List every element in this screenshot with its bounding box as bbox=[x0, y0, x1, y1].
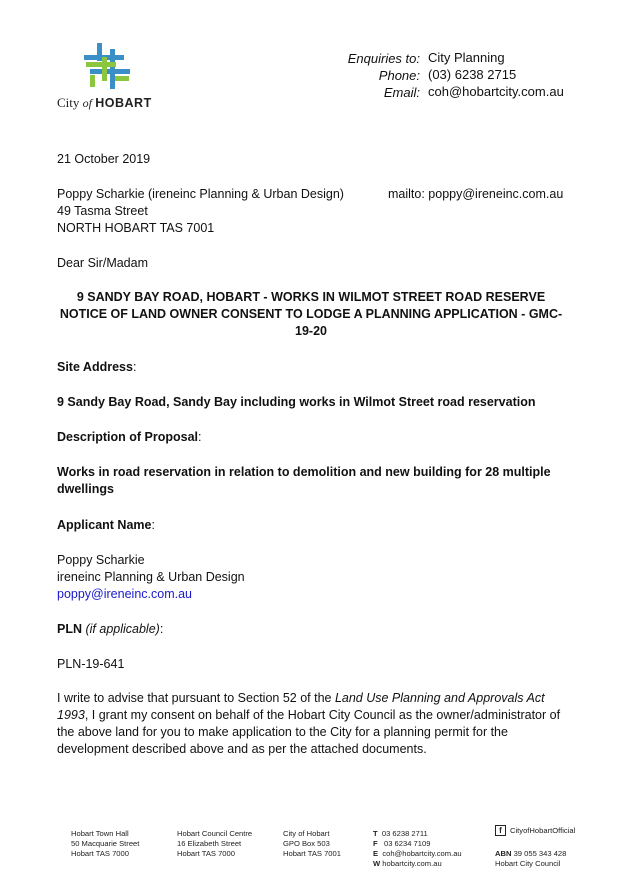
footer-contact-phone: T 03 6238 2711 bbox=[373, 829, 428, 838]
phone-value: (03) 6238 2715 bbox=[428, 67, 517, 82]
proposal-colon: : bbox=[198, 430, 202, 444]
facebook-icon: f bbox=[495, 825, 506, 836]
footer-line: City of Hobart bbox=[283, 829, 330, 838]
footer-contact-fax: F 03 6234 7109 bbox=[373, 839, 431, 848]
proposal-label-text: Description of Proposal bbox=[57, 430, 198, 444]
recipient-street: 49 Tasma Street bbox=[57, 204, 148, 218]
recipient-name: Poppy Scharkie (ireneinc Planning & Urban Design) bbox=[57, 187, 344, 201]
enquiries-value: City Planning bbox=[428, 50, 505, 65]
recipient-suburb: NORTH HOBART TAS 7001 bbox=[57, 221, 215, 235]
footer-line: Hobart TAS 7000 bbox=[177, 849, 235, 858]
pln-colon: : bbox=[159, 622, 164, 636]
footer-town-hall bbox=[71, 829, 139, 859]
footer-line: Hobart TAS 7000 bbox=[71, 849, 129, 858]
abn-label: ABN bbox=[495, 849, 512, 858]
abn-value: 39 055 343 428 bbox=[513, 849, 567, 858]
salutation: Dear Sir/Madam bbox=[57, 256, 148, 270]
phone-label: Phone: bbox=[378, 68, 420, 83]
proposal-label bbox=[57, 429, 201, 446]
applicant-name: Poppy Scharkie bbox=[57, 553, 145, 567]
logo-mark-icon bbox=[84, 43, 132, 91]
pln-value: PLN-19-641 bbox=[57, 657, 125, 671]
footer-line: Hobart TAS 7001 bbox=[283, 849, 341, 858]
applicant-label-text: Applicant Name bbox=[57, 518, 152, 532]
city-of-hobart-logo bbox=[57, 41, 162, 111]
letter-date: 21 October 2019 bbox=[57, 152, 151, 166]
facebook-handle: CityofHobartOfficial bbox=[510, 825, 576, 835]
act-title: Land Use Planning and Approvals Act 1993 bbox=[57, 691, 545, 722]
applicant-colon: : bbox=[151, 518, 155, 532]
footer-social bbox=[495, 825, 575, 836]
recipient-mailto[interactable]: mailto: poppy@ireneinc.com.au bbox=[388, 187, 564, 201]
consent-text-part1: I write to advise that pursuant to Section 52 of the bbox=[57, 691, 335, 705]
footer-council-name: Hobart City Council bbox=[495, 859, 561, 868]
footer-council-centre bbox=[177, 829, 252, 859]
logo-wordmark bbox=[57, 95, 152, 111]
footer-postal bbox=[283, 829, 341, 859]
footer-contact-email[interactable]: E coh@hobartcity.com.au bbox=[373, 849, 462, 858]
footer-line: GPO Box 503 bbox=[283, 839, 330, 848]
subject-line-3: 19-20 bbox=[295, 324, 327, 338]
site-address-value: 9 Sandy Bay Road, Sandy Bay including works in Wilmot Street road reservation bbox=[57, 395, 536, 409]
logo-hobart: HOBART bbox=[95, 96, 152, 110]
enquiries-label: Enquiries to: bbox=[347, 51, 420, 66]
footer-abn bbox=[495, 849, 566, 869]
logo-of: of bbox=[82, 96, 92, 110]
site-address-colon: : bbox=[132, 360, 137, 374]
footer-contact-web[interactable]: W hobartcity.com.au bbox=[373, 859, 442, 868]
facebook-link[interactable] bbox=[495, 825, 575, 836]
applicant-company: ireneinc Planning & Urban Design bbox=[57, 570, 245, 584]
subject-line-1: 9 SANDY BAY ROAD, HOBART - WORKS IN WILMOT STREET ROAD RESERVE bbox=[76, 290, 546, 304]
footer-line: 16 Elizabeth Street bbox=[177, 839, 242, 848]
pln-label bbox=[57, 621, 163, 638]
email-label: Email: bbox=[383, 85, 420, 100]
site-address-label-text: Site Address bbox=[57, 360, 133, 374]
subject-line-2: NOTICE OF LAND OWNER CONSENT TO LODGE A PLANNING APPLICATION - GMC- bbox=[59, 307, 563, 321]
footer-line: Hobart Town Hall bbox=[71, 829, 129, 838]
proposal-value: Works in road reservation in relation to demolition and new building for 28 multiple dwellings bbox=[57, 465, 551, 496]
applicant-email-link[interactable]: poppy@ireneinc.com.au bbox=[57, 587, 192, 601]
logo-city: City bbox=[57, 95, 80, 110]
footer-contacts bbox=[373, 829, 462, 869]
applicant-label bbox=[57, 517, 155, 534]
consent-text-part2: , I grant my consent on behalf of the Hobart City Council as the owner/administrator of the above land for you to make application to the City for a planning permit for the development described above and as per the attached documents. bbox=[57, 708, 561, 756]
pln-label-text: PLN bbox=[57, 622, 82, 636]
footer-line: 50 Macquarie Street bbox=[71, 839, 140, 848]
pln-note: (if applicable) bbox=[85, 622, 160, 636]
site-address-label bbox=[57, 359, 136, 376]
email-value[interactable]: coh@hobartcity.com.au bbox=[428, 84, 564, 99]
footer-line: Hobart Council Centre bbox=[177, 829, 253, 838]
consent-paragraph bbox=[57, 690, 571, 758]
